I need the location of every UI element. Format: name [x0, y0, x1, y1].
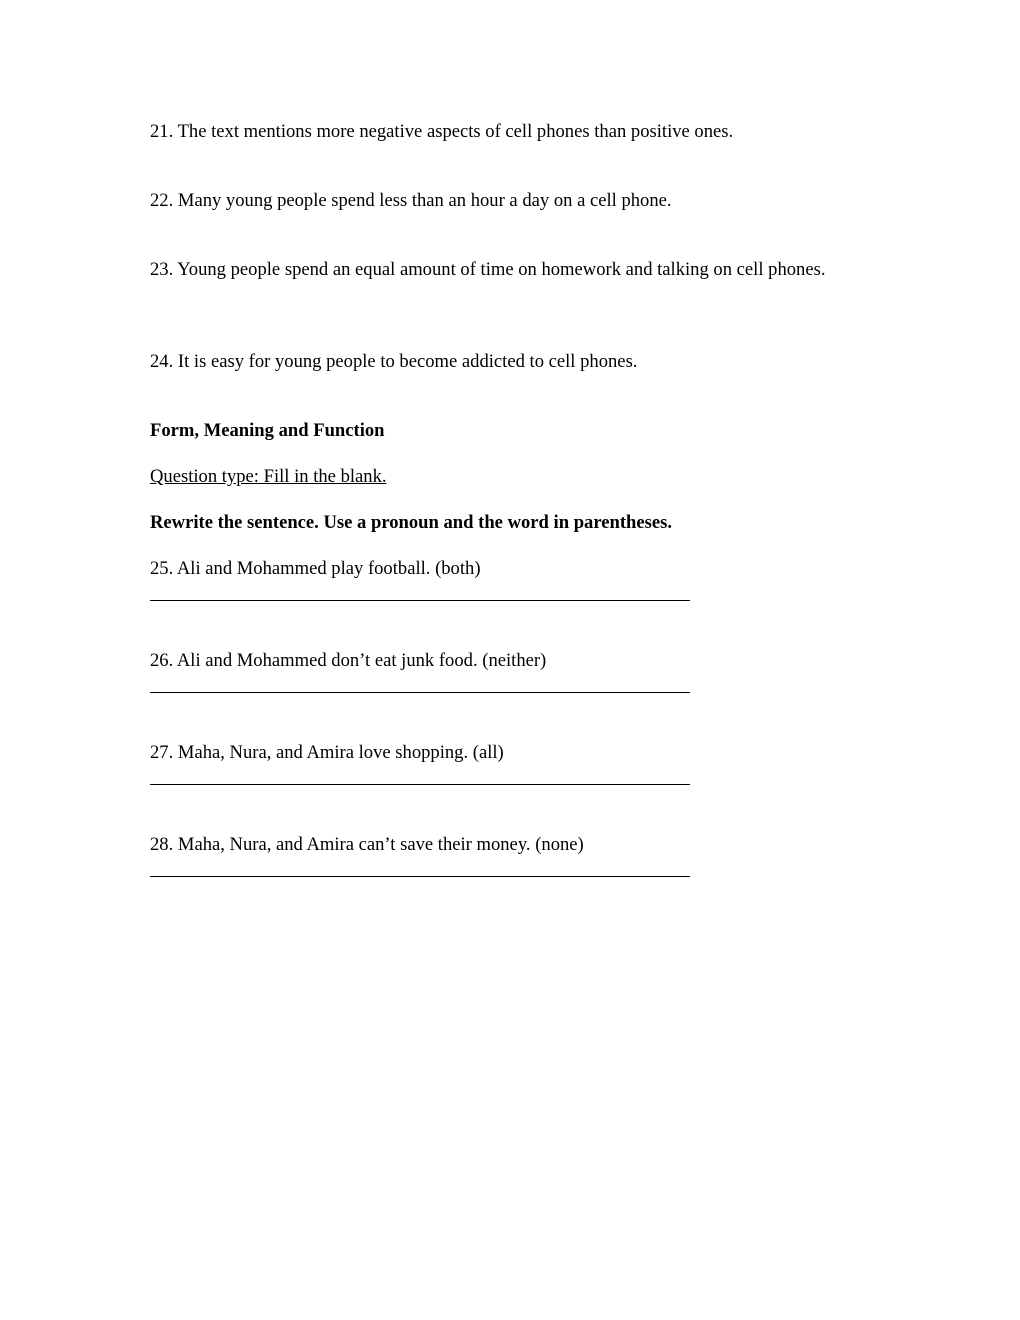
statement-23 — [150, 258, 830, 281]
answer-blank-26[interactable] — [150, 692, 690, 693]
section-heading: Form, Meaning and Function — [150, 420, 385, 441]
exercise-text: Maha, Nura, and Amira can’t save their money. (none) — [177, 834, 584, 855]
statement-text: Young people spend an equal amount of time on homework and talking on cell phones. — [177, 259, 826, 280]
answer-blank-25[interactable] — [150, 600, 690, 601]
exercise-25 — [150, 557, 830, 580]
statement-number: 22. — [150, 190, 174, 211]
statement-number: 23. — [150, 259, 174, 280]
exercise-27 — [150, 741, 830, 764]
exercise-number: 28. — [150, 834, 174, 855]
question-type-label: Question type: Fill in the blank. — [150, 466, 387, 487]
statement-text: Many young people spend less than an hour a day on a cell phone. — [177, 190, 672, 211]
answer-blank-28[interactable] — [150, 876, 690, 877]
exercise-text: Maha, Nura, and Amira love shopping. (all) — [177, 742, 504, 763]
exercise-number: 27. — [150, 742, 174, 763]
statement-number: 24. — [150, 351, 174, 372]
exercise-26 — [150, 649, 830, 672]
instruction: Rewrite the sentence. Use a pronoun and the word in parentheses. — [150, 512, 672, 533]
statement-text: The text mentions more negative aspects of cell phones than positive ones. — [177, 121, 734, 142]
statement-22 — [150, 189, 830, 212]
statement-24 — [150, 350, 830, 373]
exercise-28 — [150, 833, 830, 856]
exercise-number: 26. — [150, 650, 174, 671]
answer-blank-27[interactable] — [150, 784, 690, 785]
statement-21 — [150, 120, 830, 143]
exercise-text: Ali and Mohammed play football. (both) — [176, 558, 481, 579]
question-type — [150, 465, 830, 488]
exercise-text: Ali and Mohammed don’t eat junk food. (neither) — [176, 650, 547, 671]
statement-number: 21. — [150, 121, 174, 142]
exercise-number: 25. — [150, 558, 174, 579]
statement-text: It is easy for young people to become addicted to cell phones. — [177, 351, 638, 372]
